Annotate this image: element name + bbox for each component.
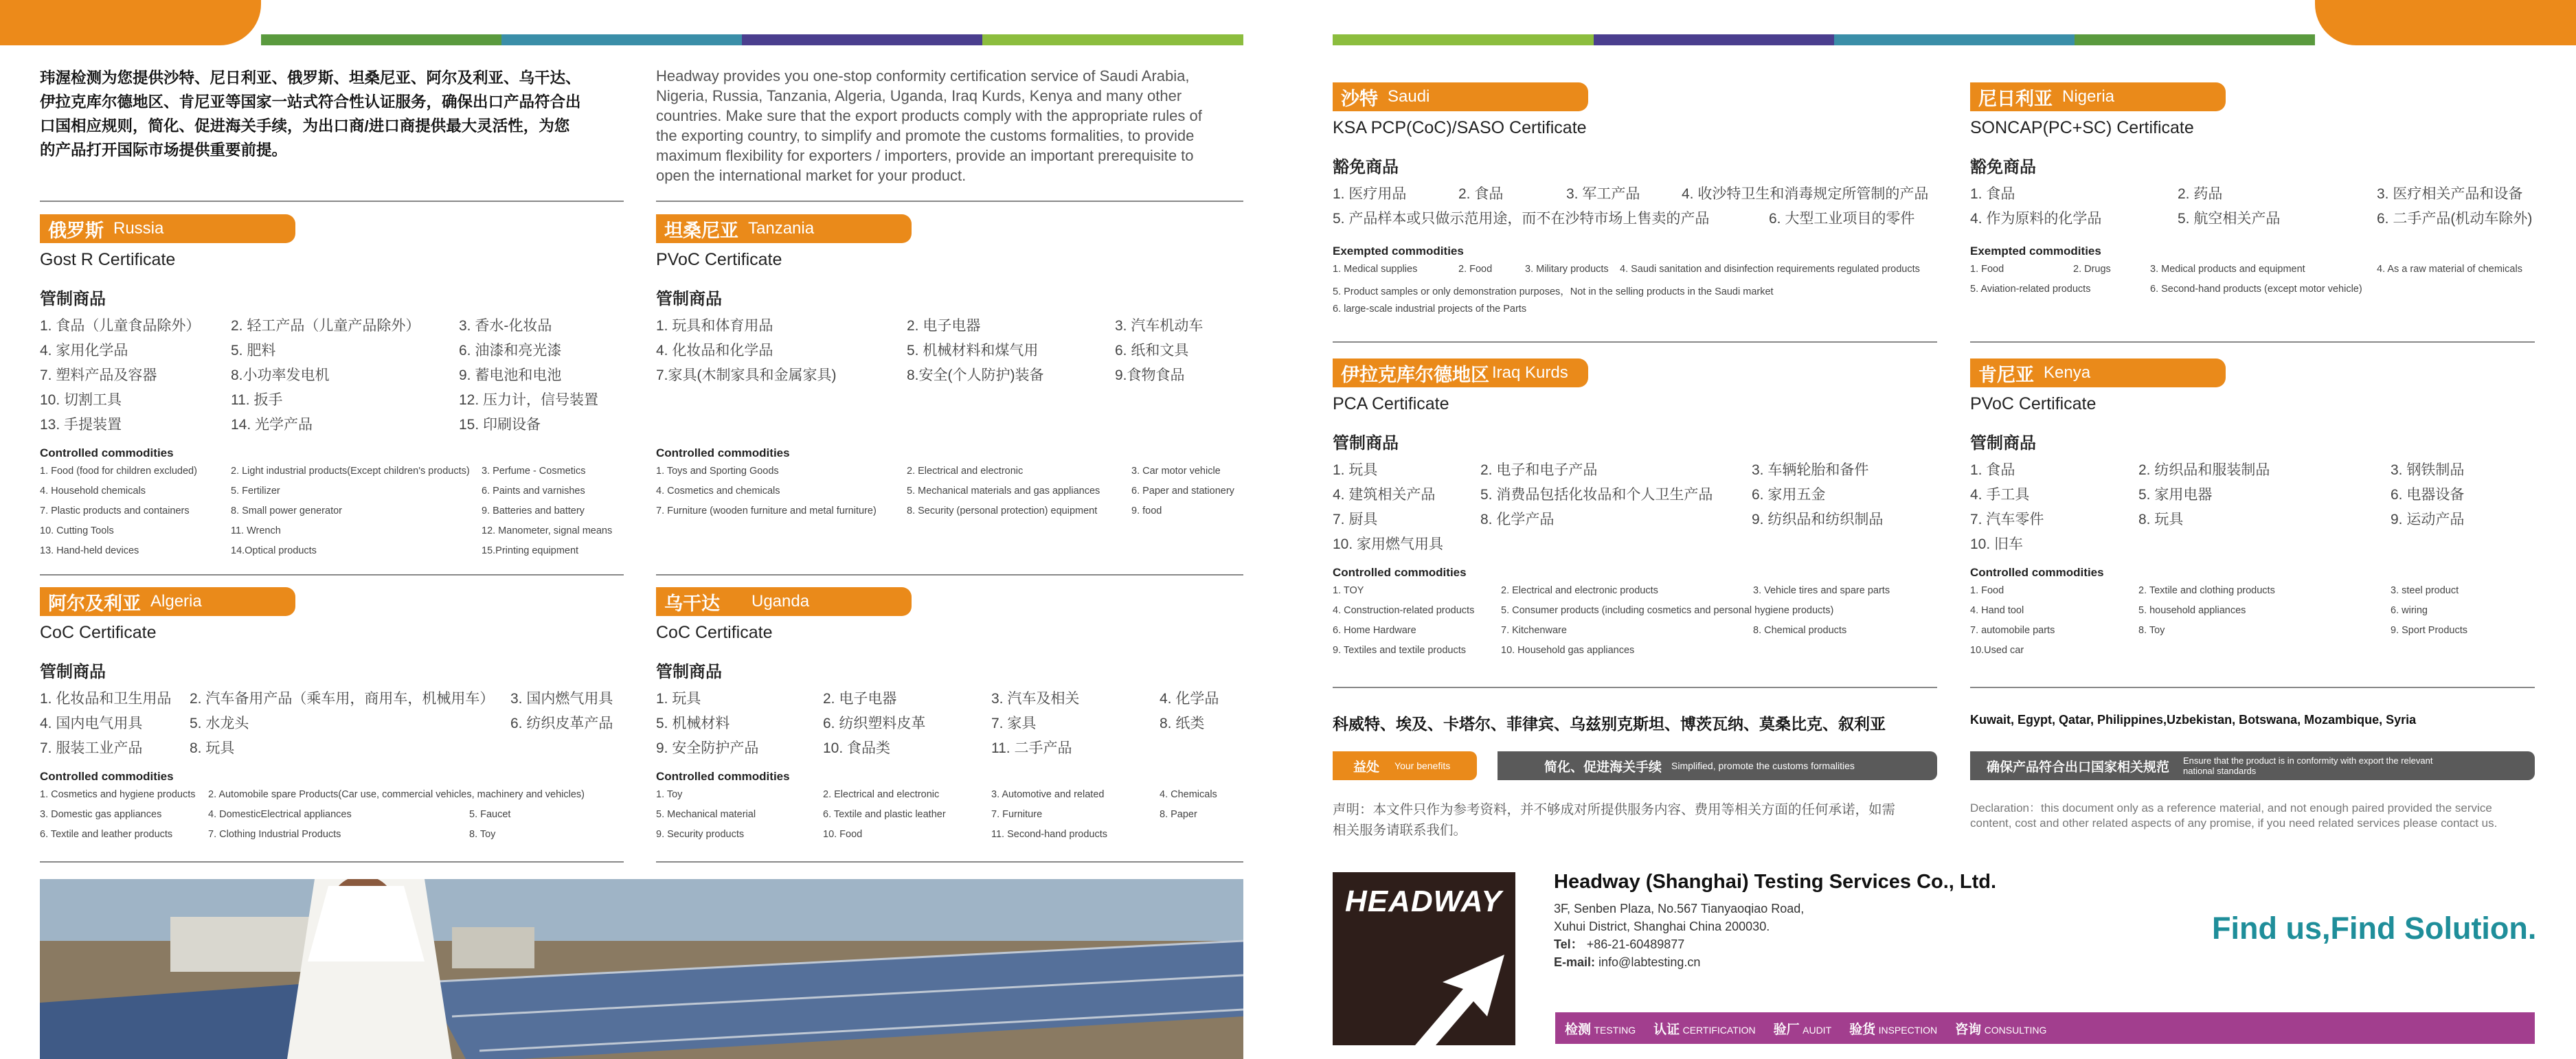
services-bar — [1555, 1012, 2535, 1044]
country-tag-kenya: 肯尼亚 Kenya — [1970, 358, 2226, 387]
items-en: 1. Food 2. Drugs 3. Medical products and equipment 4. As a raw material of chemicals 5. Aviation-related products 6. Second-hand products (except motor vehicle) — [1970, 264, 2522, 295]
divider — [1970, 687, 2535, 688]
benefit-customs-box: 简化、促进海关手续 Simplified, promote the customs formalities — [1498, 751, 1937, 780]
intro-en: Headway provides you one-stop conformity certification service of Saudi Arabia, Nigeria, Russia, Tanzania, Algeria, Uganda, Iraq Kurds, Kenya and many other countries. Make sure that the export products comply with the appropriate rules of the exporting country, to simplify and promote the customs formalities, to provide maximum flexibility for exporters / importers, provide an important prerequisite to open the international market for your product. — [656, 67, 1202, 184]
subheading: 豁免商品 — [1333, 158, 1399, 176]
certificate-name: KSA PCP(CoC)/SASO Certificate — [1333, 118, 1587, 137]
controlled-title: Controlled commodities — [40, 770, 174, 783]
country-tag-algeria: 阿尔及利亚 Algeria — [40, 587, 295, 616]
controlled-title: Controlled commodities — [1970, 566, 2104, 579]
divider — [40, 861, 624, 863]
exempted-title: Exempted commodities — [1970, 244, 2101, 258]
divider — [40, 574, 624, 576]
corner-decoration-right — [2315, 0, 2576, 45]
items-zh: 1. 食品 2. 纺织品和服装制品 3. 钢铁制品 4. 手工具 5. 家用电器 6. 电器设备 7. 汽车零件 8. 玩具 9. 运动产品 10. 旧车 — [1970, 462, 2465, 552]
certificate-name: CoC Certificate — [40, 623, 157, 642]
items-en: 1. Food 2. Textile and clothing products 3. steel product 4. Hand tool 5. household appliances 6. wiring 7. automobile parts 8. Toy 9. Sport Products 10.Used car — [1970, 585, 2468, 656]
items-en: 1. Toys and Sporting Goods 2. Electrical and electronic 3. Car motor vehicle 4. Cosmetics and chemicals 5. Mechanical materials and gas appliances 6. Paper and stationery 7. Furniture (wooden furniture and metal furniture) 8. Security (personal protection) equipment 9. food — [656, 466, 1234, 516]
subheading: 管制商品 — [656, 290, 722, 308]
subheading: 管制商品 — [1333, 434, 1399, 453]
service-certification: 认证 CERTIFICATION — [1653, 1022, 1756, 1037]
solar-panel-photo — [40, 879, 1243, 1059]
country-tag-tanzania: 坦桑尼亚 Tanzania — [656, 214, 912, 243]
divider — [1333, 687, 1937, 688]
corner-decoration-left — [0, 0, 261, 45]
benefit-standards-box: 确保产品符合出口国家相关规范 Ensure that the product is in conformity with export the relevant national standards — [1970, 751, 2535, 780]
disclaimer-zh: 声明：本文件只作为参考资料，并不够成对所提供服务内容、费用等相关方面的任何承诺，如需 相关服务请联系我们。 — [1333, 802, 1896, 838]
subheading: 豁免商品 — [1970, 158, 2036, 176]
top-color-bar-left — [261, 34, 1243, 45]
certificate-name: CoC Certificate — [656, 623, 773, 642]
disclaimer-en: Declaration：this document only as a reference material, and not enough paired provided the service content, cost and other related aspects of any promise, if you need related services please contact us. — [1970, 801, 2498, 830]
divider — [1333, 341, 1937, 343]
service-inspection: 验货 INSPECTION — [1849, 1022, 1938, 1037]
controlled-title: Controlled commodities — [656, 770, 790, 783]
country-tag-uganda: 乌干达 Uganda — [656, 587, 912, 616]
headway-logo: HEADWAY — [1333, 872, 1515, 1045]
country-tag-saudi: 沙特 Saudi — [1333, 82, 1588, 111]
section-kenya — [1970, 358, 2540, 654]
slogan: Find us,Find Solution. — [2212, 911, 2537, 946]
company-address: 3F, Senben Plaza, No.567 Tianyaoqiao Road, Xuhui District, Shanghai China 200030. Tel： +86-21-60489877 E-mail: info@labtesting.cn — [1554, 902, 1805, 969]
section-saudi — [1333, 82, 1971, 319]
country-tag-russia: 俄罗斯 Russia — [40, 214, 295, 243]
items-en: 1. Medical supplies 2. Food 3. Military products 4. Saudi sanitation and disinfection requirements regulated products 5. Product samples or only demonstration purposes，Not in the selling products in the Saudi market 6. large-scale industrial projects of the Parts — [1333, 264, 1920, 315]
section-tanzania — [656, 214, 1247, 548]
divider — [1970, 341, 2535, 343]
items-zh: 1. 医疗用品 2. 食品 3. 军工产品 4. 收沙特卫生和消毒规定所管制的产品 5. 产品样本或只做示范用途，而不在沙特市场上售卖的产品 6. 大型工业项目的零件 — [1333, 186, 1929, 227]
divider — [656, 574, 1243, 576]
section-iraq-kurds — [1333, 358, 1971, 654]
benefits-box: 益处 Your benefits — [1333, 751, 1477, 780]
items-zh: 1. 食品（儿童食品除外） 2. 轻工产品（儿童产品除外） 3. 香水-化妆品 4. 家用化学品 5. 肥料 6. 油漆和亮光漆 7. 塑料产品及容器 8.小功率发电机 9. 蓄电池和电池 10. 切割工具 11. 扳手 12. 压力计，信号装置 13. 手提装置 14. 光学产品 15. 印刷设备 — [40, 318, 599, 433]
country-tag-nigeria: 尼日利亚 Nigeria — [1970, 82, 2226, 111]
certificate-name: Gost R Certificate — [40, 250, 176, 269]
subheading: 管制商品 — [1970, 434, 2036, 453]
controlled-title: Controlled commodities — [656, 446, 790, 459]
items-zh: 1. 化妆品和卫生用品 2. 汽车备用产品（乘车用，商用车，机械用车） 3. 国内燃气用具 4. 国内电气用具 5. 水龙头 6. 纺织皮革产品 7. 服装工业产品 8. 玩具 — [40, 691, 613, 756]
section-uganda — [656, 587, 1247, 844]
certificate-name: PCA Certificate — [1333, 394, 1449, 413]
service-testing: 检测 TESTING — [1565, 1022, 1636, 1037]
items-en: 1. Food (food for children excluded) 2. Light industrial products(Except children's products) 3. Perfume - Cosmetics 4. Household chemicals 5. Fertilizer 6. Paints and varnishes 7. Plastic products and containers 8. Small power generator 9. Batteries and battery 10. Cutting Tools 11. Wrench 12. Manometer, signal means 13. Hand-held devices 14.Optical products 15.Printing equipment — [40, 466, 613, 556]
items-zh: 1. 玩具和体育用品 2. 电子电器 3. 汽车机动车 4. 化妆品和化学品 5. 机械材料和煤气用 6. 纸和文具 7.家具(木制家具和金属家具) 8.安全(个人防护)装备 9.食物食品 — [656, 318, 1204, 383]
certificate-name: PVoC Certificate — [1970, 394, 2097, 413]
certificate-name: PVoC Certificate — [656, 250, 782, 269]
items-en: 1. Cosmetics and hygiene products 2. Automobile spare Products(Car use, commercial vehicles, machinery and vehicles) 3. Domestic gas appliances 4. DomesticElectrical appliances 5. Faucet 6. Textile and leather products 7. Clothing Industrial Products 8. Toy — [40, 789, 585, 840]
subheading: 管制商品 — [40, 663, 106, 681]
section-algeria — [40, 587, 631, 844]
intro-zh: 玮渥检测为您提供沙特、尼日利亚、俄罗斯、坦桑尼亚、阿尔及利亚、乌干达、 伊拉克库尔德地区、肯尼亚等国家一站式符合性认证服务，确保出口产品符合出 口国相应规则，简化、促进海关手续，为出口商/进口商提供最大灵活性，为您 的产品打开国际市场提供重要前提。 — [40, 69, 581, 159]
items-zh: 1. 玩具 2. 电子和电子产品 3. 车辆轮胎和备件 4. 建筑相关产品 5. 消费品包括化妆品和个人卫生产品 6. 家用五金 7. 厨具 8. 化学产品 9. 纺织品和纺织制品 10. 家用燃气用具 — [1333, 462, 1884, 552]
other-countries-zh: 科威特、埃及、卡塔尔、菲律宾、乌兹别克斯坦、博茨瓦纳、莫桑比克、叙利亚 — [1333, 715, 1886, 733]
exempted-title: Exempted commodities — [1333, 244, 1464, 258]
service-audit: 验厂 AUDIT — [1773, 1022, 1832, 1037]
controlled-title: Controlled commodities — [1333, 566, 1467, 579]
other-countries-en: Kuwait, Egypt, Qatar, Philippines,Uzbekistan, Botswana, Mozambique, Syria — [1970, 713, 2417, 727]
divider — [40, 201, 624, 202]
items-zh: 1. 玩具 2. 电子电器 3. 汽车及相关 4. 化学品 5. 机械材料 6. 纺织塑料皮革 7. 家具 8. 纸类 9. 安全防护产品 10. 食品类 11. 二手产品 — [656, 691, 1219, 756]
items-en: 1. TOY 2. Electrical and electronic products 3. Vehicle tires and spare parts 4. Construction-related products 5. Consumer products (including cosmetics and personal hygiene products) 6. Home Hardware 7. Kitchenware 8. Chemical products 9. Textiles and textile products 10. Household gas appliances — [1333, 585, 1890, 656]
certificate-name: SONCAP(PC+SC) Certificate — [1970, 118, 2194, 137]
controlled-title: Controlled commodities — [40, 446, 174, 459]
divider — [656, 201, 1243, 202]
company-name: Headway (Shanghai) Testing Services Co., Ltd. — [1554, 871, 1997, 893]
divider — [656, 861, 1243, 863]
top-color-bar-right — [1333, 34, 2315, 45]
service-consulting: 咨询 CONSULTING — [1955, 1022, 2047, 1037]
subheading: 管制商品 — [656, 663, 722, 681]
items-en: 1. Toy 2. Electrical and electronic 3. Automotive and related 4. Chemicals 5. Mechanical material 6. Textile and plastic leather 7. Furniture 8. Paper 9. Security products 10. Food 11. Second-hand products — [656, 789, 1217, 840]
country-tag-iraq-kurds: 伊拉克库尔德地区 Iraq Kurds — [1333, 358, 1588, 387]
subheading: 管制商品 — [40, 290, 106, 308]
items-zh: 1. 食品 2. 药品 3. 医疗相关产品和设备 4. 作为原料的化学品 5. 航空相关产品 6. 二手产品(机动车除外) — [1970, 186, 2533, 227]
section-russia — [40, 214, 631, 556]
section-nigeria — [1970, 82, 2540, 305]
